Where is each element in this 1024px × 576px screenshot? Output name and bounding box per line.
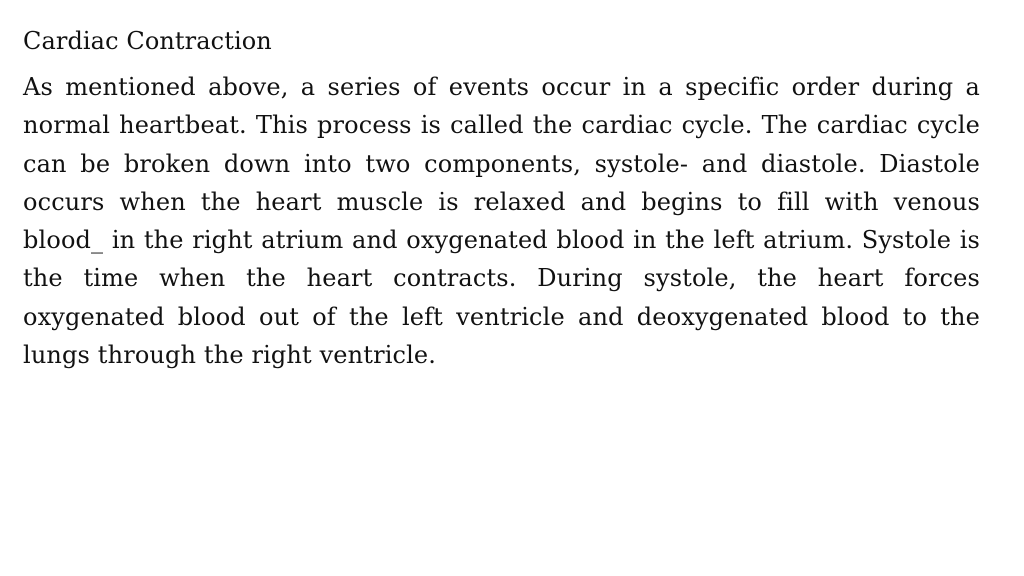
body-paragraph: As mentioned above, a series of events occur in a specific order during a normal heartbeat. This process is called the cardiac cycle. The cardiac cycle can be broken down into two components, systole- and diastole. Diastole occurs when the heart muscle is relaxed and begins to fill with venous blood_ in the right atrium and oxygenated blood in the left atrium. Systole is the time when the heart contracts. During systole, the heart forces oxygenated blood out of the left ventricle and deoxygenated blood to the lungs through the right ventricle. bbox=[23, 73, 980, 370]
section-heading: Cardiac Contraction bbox=[23, 27, 272, 55]
